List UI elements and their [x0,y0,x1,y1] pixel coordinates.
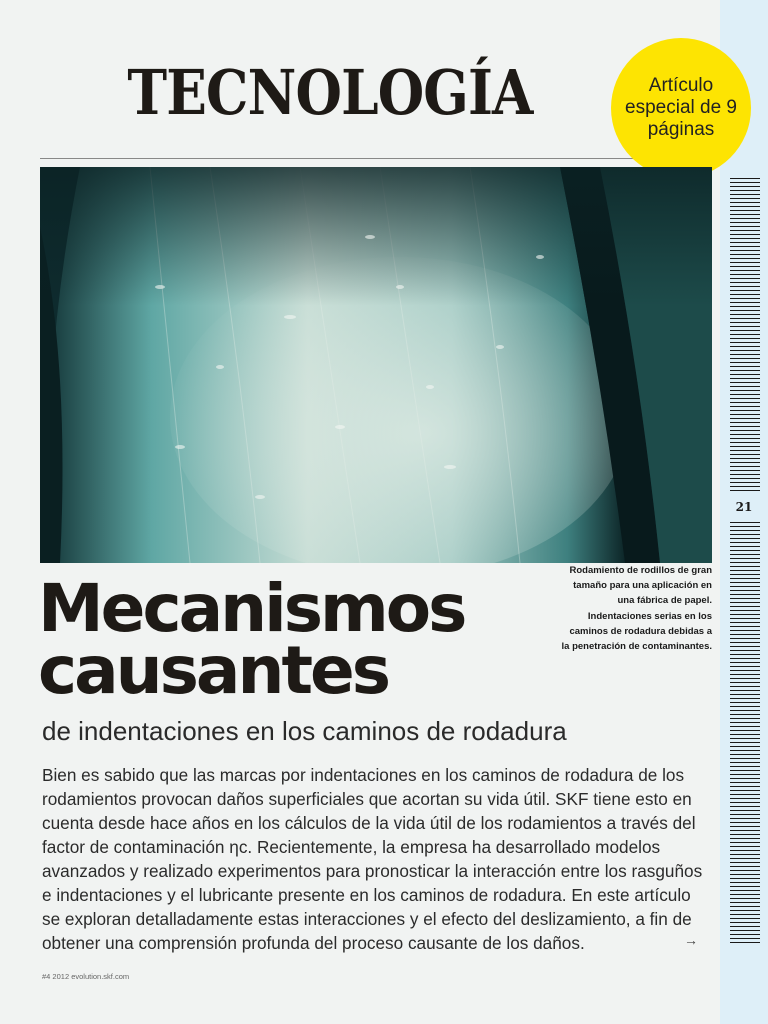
continue-arrow-icon: → [684,932,698,948]
title-divider [40,158,720,159]
decorative-stripes-bottom [730,522,760,946]
article-headline [38,570,558,709]
badge-text: Artículo especial de 9 páginas [625,75,737,140]
article-subtitle: de indentaciones en los caminos de rodadura [42,716,567,746]
decorative-stripes-top [730,178,760,494]
page-footer: #4 2012 evolution.skf.com [42,972,130,981]
photo-caption: Rodamiento de rodillos de gran tamaño para una aplicación en una fábrica de papel. Indentaciones serias en los caminos de rodadura debidas a la penetración de contaminantes. [561,565,712,652]
headline-line-1: Mecanismos [38,570,465,647]
bearing-raceway-photo-icon [40,167,712,563]
special-article-badge [611,38,751,178]
article-lead: Bien es sabido que las marcas por indentaciones en los caminos de rodadura de los rodamientos provocan daños superficiales que acortan su vida útil. SKF tiene esto en cuenta desde hace años en los cálculos de la vida útil de los rodamientos a través del factor de contaminación ηc. Recientemente, la empresa ha desarrollado modelos avanzados y realizado experimentos para pronosticar la interacción entre los rasguños e indentaciones y el lubricante presente en los caminos de rodadura. En este artículo se exploran detalladamente estas interacciones y el efecto del deslizamiento, a fin de obtener una comprensión profunda del proceso causante de los daños. [42,765,703,953]
page-number: 21 [735,500,753,514]
section-title: TECNOLOGÍA [127,56,533,129]
headline-line-2: causantes [38,632,389,709]
hero-photo [40,167,712,563]
